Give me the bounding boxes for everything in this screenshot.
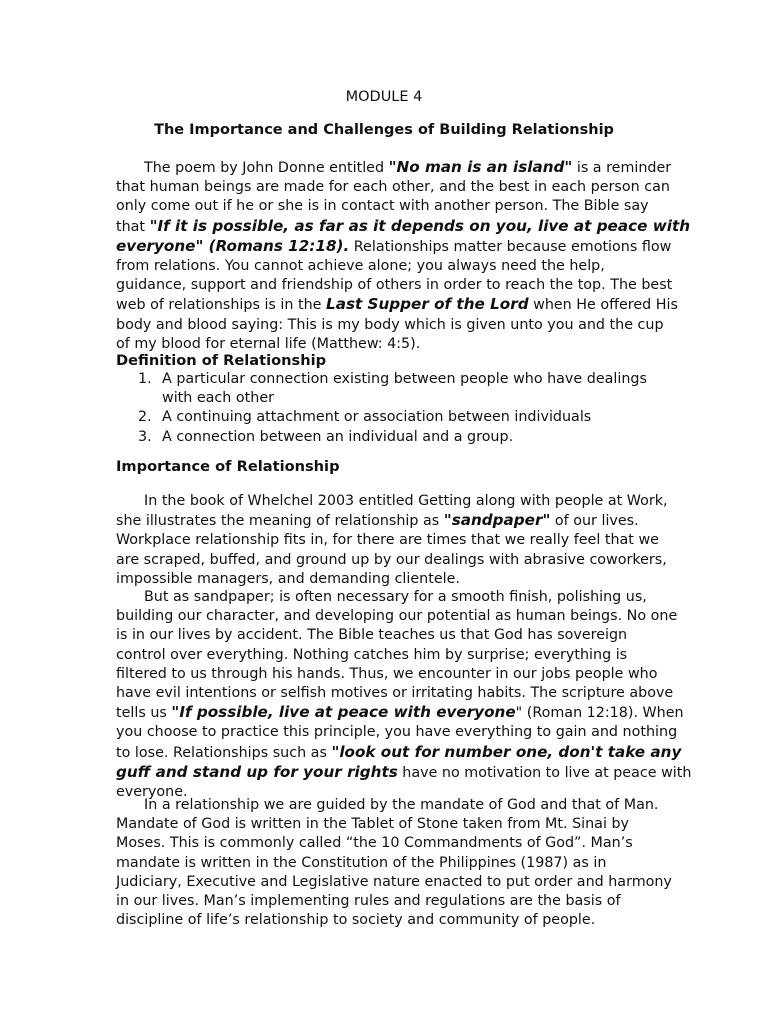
definition-heading: Definition of Relationship [116, 352, 327, 369]
importance-heading: Importance of Relationship [116, 458, 340, 475]
intro-paragraph: The poem by John Donne entitled "No man is an island" is a reminder that human beings are made for each other, and the best in each person can only come out if he or she is in contact with another person. The Bible say that "If it is possible, as far as it depends on you, live at peace with everyone" (Romans 12:18). Relationships matter because emotions flow from relations. You cannot achieve alone; you always need the help, guidance, support and friendship of others in order to reach the top. The best web of relationships is in the Last Supper of the Lord when He offered His body and blood saying: This is my body which is given unto you and the cup of my blood for eternal life (Matthew: 4:5). [116, 158, 691, 352]
module-label: MODULE 4 [345, 89, 423, 105]
document-title: The Importance and Challenges of Building Relationship [154, 122, 614, 138]
sandpaper-emphasis: "sandpaper" [443, 511, 551, 530]
importance-paragraph-1: In the book of Whelchel 2003 entitled Getting along with people at Work, she illustrates the meaning of relationship as "sandpaper" of our lives. Workplace relationship fits in, for there are times that we really feel that we are scraped, buffed, and ground up by our dealings with abrasive coworkers, impossible managers, and demanding clientele. [116, 493, 668, 587]
quote-poem-title: "No man is an island" [388, 158, 573, 176]
list-item: 3. A connection between an individual and a group. [138, 428, 514, 445]
quote-romans: "If it is possible, as far as it depends on you, live at peace with [149, 216, 691, 235]
definition-list [116, 370, 647, 447]
importance-paragraph-3: In a relationship we are guided by the mandate of God and that of Man. Mandate of God is written in the Tablet of Stone taken from Mt. Sinai by Moses. This is commonly called “the 10 Commandments of God”. Man’s mandate is written in the Constitution of the Philippines (1987) as in Judiciary, Executive and Legislative nature enacted to put order and harmony in our lives. Man’s implementing rules and regulations are the basis of discipline of life’s relationship to society and community of people. [116, 797, 672, 929]
quote-number-one: "look out for number one, don't take any [331, 742, 682, 761]
last-supper-emphasis: Last Supper of the Lord [326, 295, 529, 314]
list-item: 1. A particular connection existing between people who have dealings with each other [138, 371, 647, 407]
list-item: 2. A continuing attachment or association between individuals [138, 409, 592, 426]
quote-peace: "If possible, live at peace with everyone [171, 703, 516, 722]
importance-paragraph-2: But as sandpaper; is often necessary for a smooth finish, polishing us, building our character, and developing our potential as human beings. No one is in our lives by accident. The Bible teaches us that God has sovereign control over everything. Nothing catches him by surprise; everything is filtered to us through his hands. Thus, we encounter in our jobs people who have evil intentions or selfish motives or irritating habits. The scripture above tells us "If possible, live at peace with everyone" (Roman 12:18). When you choose to practice this principle, you have everything to gain and nothing to lose. Relationships such as "look out for number one, don't take any guff and stand up for your rights have no motivation to live at peace with everyone. [116, 589, 692, 801]
